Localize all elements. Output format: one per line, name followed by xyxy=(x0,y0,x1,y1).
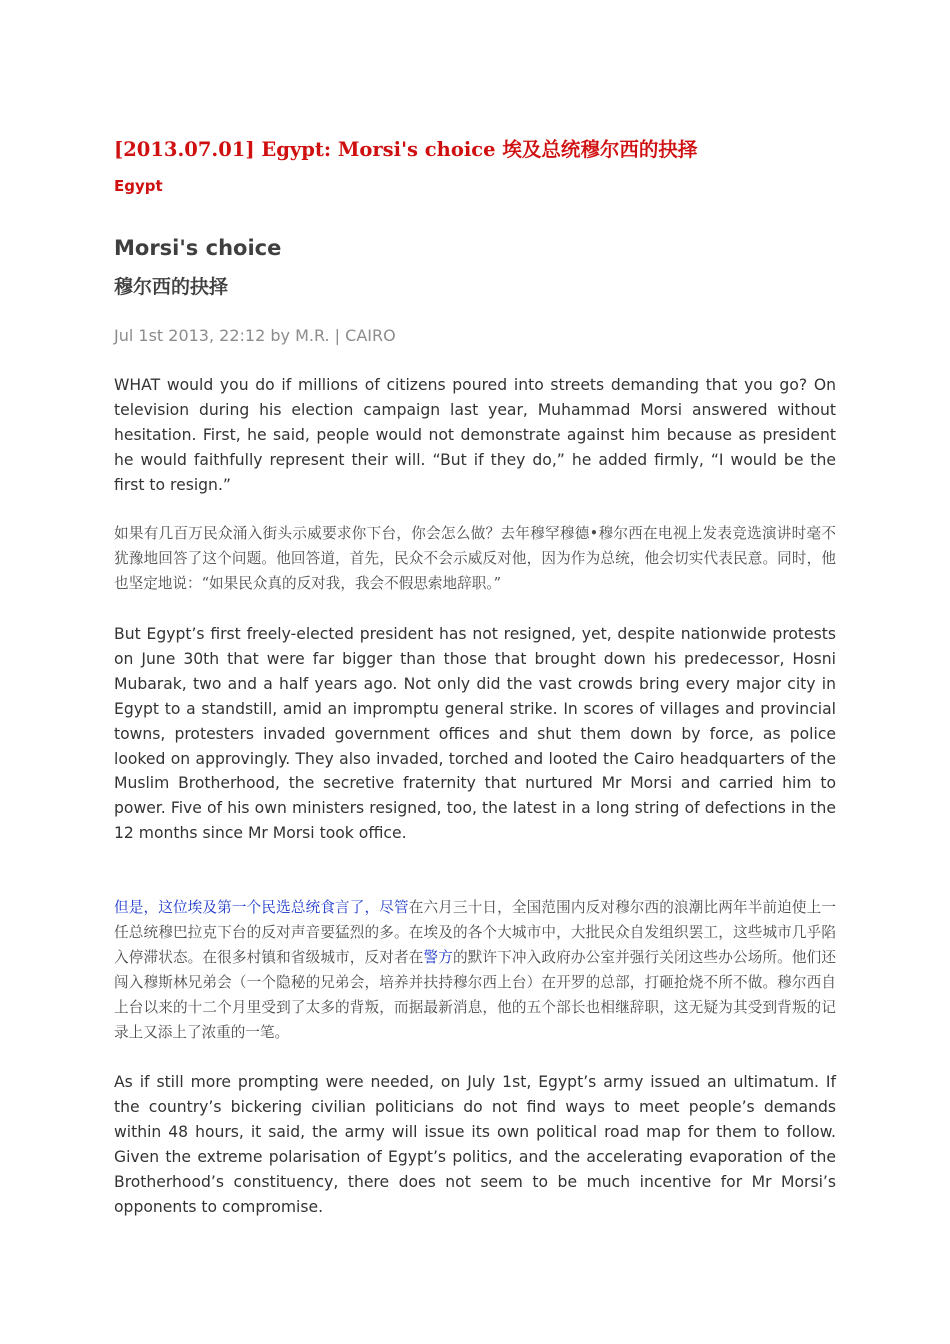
article-headline: Morsi's choice xyxy=(114,236,282,260)
paragraph-chinese-1: 如果有几百万民众涌入街头示威要求你下台，你会怎么做？去年穆罕穆德•穆尔西在电视上发表竞选演讲时毫不犹豫地回答了这个问题。他回答道，首先，民众不会示威反对他，因为作为总统，他会切实代表民意。同时，他也坚定地说：“如果民众真的反对我，我会不假思索地辞职。” xyxy=(114,525,836,592)
paragraph-english-2: But Egypt’s first freely-elected president has not resigned, yet, despite nationwide protests on June 30th that were far bigger than those that brought down his predecessor, Hosni Mubarak, two and a half years ago. Not only did the vast crowds bring every major city in Egypt to a standstill, amid an impromptu general strike. In scores of villages and provincial towns, protesters invaded government offices and shut them down by force, as police looked on approvingly. They also invaded, torched and looted the Cairo headquarters of the Muslim Brotherhood, the secretive fraternity that nurtured Mr Morsi and carried him to power. Five of his own ministers resigned, too, the latest in a long string of defections in the 12 months since Mr Morsi took office. xyxy=(114,625,836,843)
paragraph-english-1: WHAT would you do if millions of citizens poured into streets demanding that you go? On television during his election campaign last year, Muhammad Morsi answered without hesitation. First, he said, people would not demonstrate against him because as president he would faithfully represent their will. “But if they do,” he added firmly, “I would be the first to resign.” xyxy=(114,376,836,494)
paragraph-chinese-2-text-1: 在六月三十日，全国范围内反对穆尔西的浪潮比两年半前迫使上一任总统穆巴拉克下台的反对声音要猛烈的多。在埃及的各个大城市中，大批民众自发组织罢工，这些城市几乎陷入停滞状态。在很多村镇和省级城市，反对者在 xyxy=(114,899,836,966)
translation-link-1[interactable]: 但是，这位埃及第一个民选总统食言了，尽管 xyxy=(114,899,409,916)
section-tag[interactable]: Egypt xyxy=(114,177,163,195)
paragraph-chinese-2 xyxy=(114,896,836,1045)
article-headline-chinese: 穆尔西的抉择 xyxy=(114,276,229,298)
article-byline: Jul 1st 2013, 22:12 by M.R. | CAIRO xyxy=(114,326,396,345)
translation-link-2[interactable]: 警方 xyxy=(423,948,453,966)
paragraph-chinese-2-text-2: 的默许下冲入政府办公室并强行关闭这些办公场所。他们还闯入穆斯林兄弟会（一个隐秘的兄弟会，培养并扶持穆尔西上台）在开罗的总部，打砸抢烧不所不做。穆尔西自上台以来的十二个月里受到了太多的背叛，而据最新消息，他的五个部长也相继辞职，这无疑为其受到背叛的记录上又添上了浓重的一笔。 xyxy=(114,948,836,1041)
paragraph-english-3: As if still more prompting were needed, on July 1st, Egypt’s army issued an ultimatum. If the country’s bickering civilian politicians do not find ways to meet people’s demands within 48 hours, it said, the army will issue its own political road map for them to follow. Given the extreme polarisation of Egypt’s politics, and the accelerating evaporation of the Brotherhood’s constituency, there does not seem to be much incentive for Mr Morsi’s opponents to compromise. xyxy=(114,1073,836,1216)
document-title: [2013.07.01] Egypt: Morsi's choice 埃及总统穆尔西的抉择 xyxy=(114,138,698,161)
